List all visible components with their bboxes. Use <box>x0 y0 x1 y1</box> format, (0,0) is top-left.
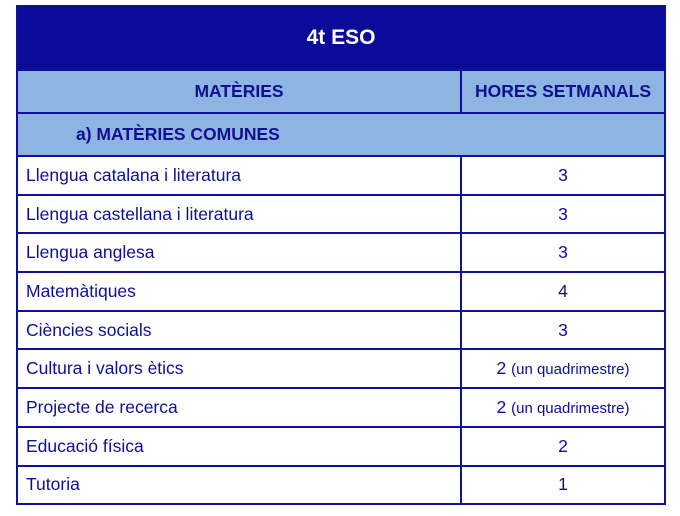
hours-value: 2 <box>496 396 507 417</box>
hours-value: 3 <box>558 203 568 224</box>
table-row <box>17 195 665 234</box>
subject-cell: Projecte de recerca <box>17 388 461 427</box>
subject-cell: Educació física <box>17 427 461 466</box>
subject-cell: Tutoria <box>17 466 461 505</box>
schedule-table <box>16 5 666 505</box>
hours-cell <box>461 311 665 350</box>
hours-value: 4 <box>558 280 568 301</box>
title-row <box>17 6 665 70</box>
table-row <box>17 427 665 466</box>
table-title: 4t ESO <box>17 6 665 70</box>
table-row <box>17 311 665 350</box>
hours-cell <box>461 427 665 466</box>
table-row <box>17 156 665 195</box>
hours-value: 1 <box>558 474 568 495</box>
subject-cell: Llengua castellana i literatura <box>17 195 461 234</box>
hours-note: (un quadrimestre) <box>511 399 630 417</box>
subject-cell: Cultura i valors ètics <box>17 349 461 388</box>
table-row <box>17 466 665 505</box>
table-row <box>17 233 665 272</box>
hours-cell <box>461 195 665 234</box>
hours-cell <box>461 272 665 311</box>
hours-column-header: HORES SETMANALS <box>461 70 665 113</box>
subject-cell: Matemàtiques <box>17 272 461 311</box>
subject-cell: Llengua anglesa <box>17 233 461 272</box>
hours-value: 2 <box>558 435 568 456</box>
hours-cell <box>461 466 665 505</box>
subjects-column-header: MATÈRIES <box>17 70 461 113</box>
table-row <box>17 388 665 427</box>
hours-value: 2 <box>496 358 507 379</box>
hours-cell <box>461 233 665 272</box>
hours-value: 3 <box>558 319 568 340</box>
hours-value: 3 <box>558 164 568 185</box>
table-row <box>17 272 665 311</box>
section-heading: a) MATÈRIES COMUNES <box>17 113 665 156</box>
subject-cell: Ciències socials <box>17 311 461 350</box>
table-row <box>17 349 665 388</box>
hours-cell <box>461 156 665 195</box>
hours-cell <box>461 349 665 388</box>
section-row <box>17 113 665 156</box>
hours-note: (un quadrimestre) <box>511 361 630 379</box>
header-row <box>17 70 665 113</box>
hours-value: 3 <box>558 242 568 263</box>
subject-cell: Llengua catalana i literatura <box>17 156 461 195</box>
hours-cell <box>461 388 665 427</box>
